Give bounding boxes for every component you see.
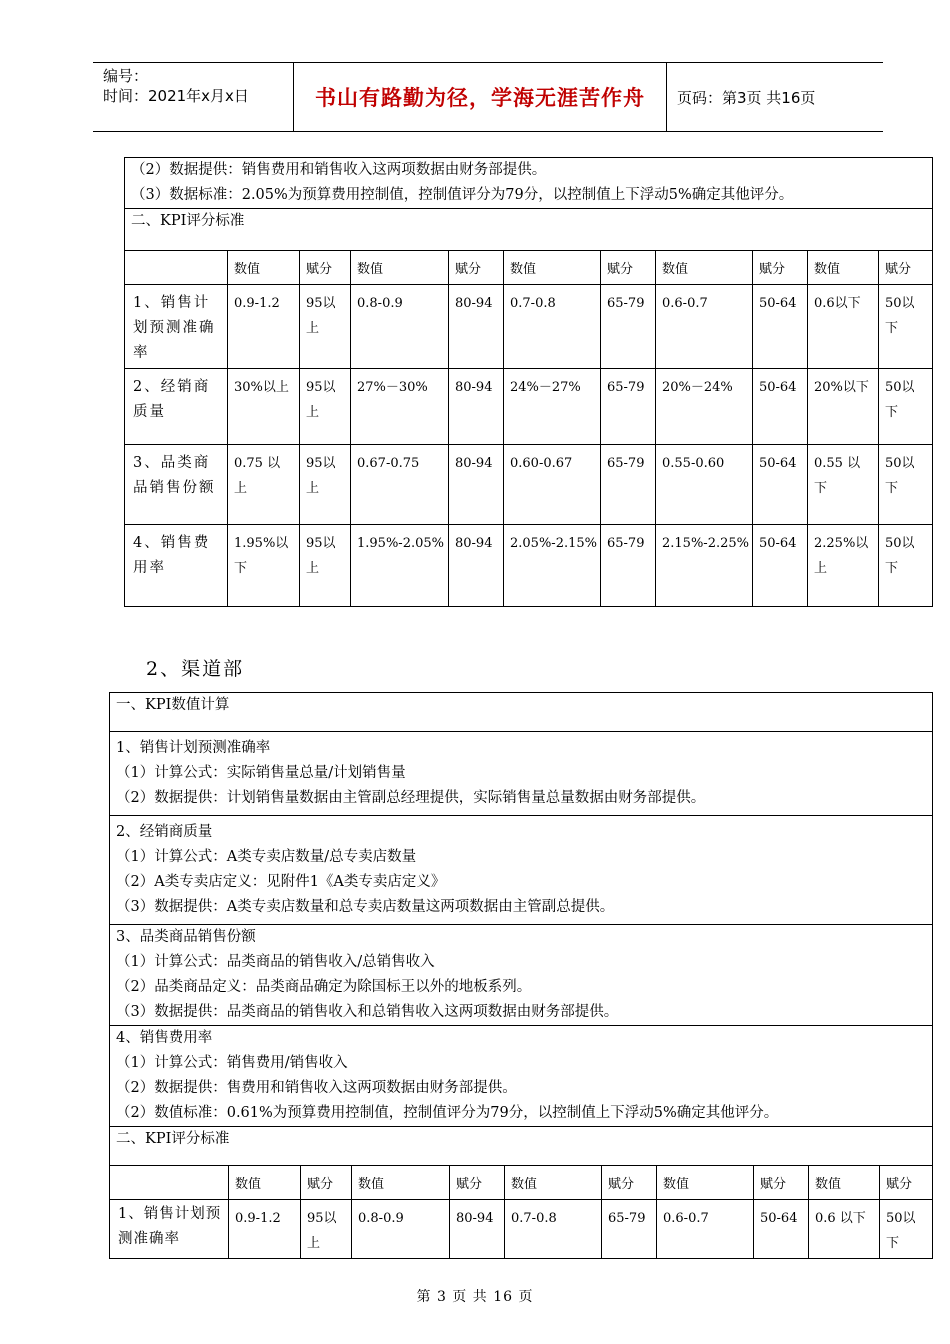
value-cell: 0.55 以下: [808, 445, 879, 525]
head-cell: 数值: [808, 251, 879, 285]
data-source-line: （2）数据提供：销售费用和销售收入这两项数据由财务部提供。: [131, 162, 547, 178]
score-cell: 65-79: [601, 445, 656, 525]
score-cell: 50以下: [879, 285, 933, 369]
kpi-block-line: （1）计算公式：A类专卖店数量/总专卖店数量: [116, 849, 417, 865]
score-cell: 50-64: [754, 1200, 809, 1259]
channel-kpi-table: [109, 692, 933, 1259]
score-standard-title: 二、KPI评分标准: [116, 1131, 230, 1147]
table-row: [125, 525, 933, 607]
value-cell: 0.6 以下: [809, 1200, 880, 1259]
kpi-block: [110, 925, 933, 1026]
kpi-label: 2、经销商质量: [125, 369, 228, 445]
head-cell: 数值: [505, 1166, 602, 1200]
value-cell: 24%－27%: [504, 369, 601, 445]
header-meta: [93, 63, 294, 131]
score-cell: 65-79: [601, 369, 656, 445]
score-cell: 50-64: [753, 285, 808, 369]
value-cell: 0.9-1.2: [228, 285, 300, 369]
value-cell: 2.15%-2.25%: [656, 525, 753, 607]
head-cell: 数值: [351, 251, 449, 285]
score-cell: 80-94: [449, 369, 504, 445]
kpi-block-line: （2）品类商品定义：品类商品确定为除国标王以外的地板系列。: [116, 979, 532, 995]
page-footer: 第 3 页 共 16 页: [416, 1289, 534, 1305]
value-cell: 0.7-0.8: [504, 285, 601, 369]
kpi-block-line: （3）数据提供：品类商品的销售收入和总销售收入这两项数据由财务部提供。: [116, 1004, 619, 1020]
value-cell: 0.8-0.9: [351, 285, 449, 369]
head-cell: 赋分: [880, 1166, 933, 1200]
score-cell: 50以下: [879, 445, 933, 525]
head-cell: 数值: [657, 1166, 754, 1200]
value-cell: 20%以下: [808, 369, 879, 445]
kpi-label: 1、销售计划预测准确率: [110, 1200, 229, 1259]
value-cell: 0.75 以上: [228, 445, 300, 525]
score-cell: 95以上: [300, 445, 351, 525]
score-cell: 80-94: [449, 285, 504, 369]
score-cell: 50以下: [879, 525, 933, 607]
kpi-block-title: 2、经销商质量: [116, 824, 213, 840]
head-cell: [110, 1166, 229, 1200]
head-cell: 赋分: [602, 1166, 657, 1200]
table-row: [125, 369, 933, 445]
kpi-block-line: （2）A类专卖店定义：见附件1《A类专卖店定义》: [116, 874, 446, 890]
head-cell: [125, 251, 228, 285]
kpi-label: 4、销售费用率: [125, 525, 228, 607]
value-cell: 20%－24%: [656, 369, 753, 445]
value-cell: 0.8-0.9: [352, 1200, 450, 1259]
kpi-block-line: （1）计算公式：销售费用/销售收入: [116, 1055, 348, 1071]
head-cell: 数值: [228, 251, 300, 285]
header-page-cell: [667, 63, 883, 131]
head-cell: 赋分: [301, 1166, 352, 1200]
kpi-block-title: 4、销售费用率: [116, 1030, 213, 1046]
number-label: 编号：: [103, 67, 149, 85]
value-cell: 2.25%以上: [808, 525, 879, 607]
head-cell: 数值: [504, 251, 601, 285]
head-cell: 赋分: [601, 251, 656, 285]
value-cell: 0.7-0.8: [505, 1200, 602, 1259]
kpi-block-line: （2）数据提供：售费用和销售收入这两项数据由财务部提供。: [116, 1080, 517, 1096]
kpi-block: [110, 732, 933, 816]
value-cell: 0.6以下: [808, 285, 879, 369]
value-cell: 1.95%-2.05%: [351, 525, 449, 607]
score-cell: 65-79: [601, 285, 656, 369]
table-head-row: [125, 251, 933, 285]
score-cell: 95以上: [300, 285, 351, 369]
value-cell: 30%以上: [228, 369, 300, 445]
head-cell: 赋分: [300, 251, 351, 285]
value-cell: 0.6-0.7: [657, 1200, 754, 1259]
value-cell: 0.55-0.60: [656, 445, 753, 525]
head-cell: 数值: [809, 1166, 880, 1200]
score-cell: 95以上: [301, 1200, 352, 1259]
value-cell: 0.9-1.2: [229, 1200, 301, 1259]
kpi-calc-title: 一、KPI数值计算: [116, 697, 230, 713]
kpi-label: 3、品类商品销售份额: [125, 445, 228, 525]
head-cell: 赋分: [879, 251, 933, 285]
kpi-calc-title-row: [110, 693, 933, 732]
top-kpi-table: [124, 157, 933, 607]
page-header: [93, 62, 883, 132]
kpi-block-line: （3）数据提供：A类专卖店数量和总专卖店数量这两项数据由主管副总提供。: [116, 899, 615, 915]
page-label: 页码：第3页 共16页: [677, 88, 816, 107]
table-row: [110, 1200, 933, 1259]
head-cell: 赋分: [754, 1166, 809, 1200]
head-cell: 赋分: [450, 1166, 505, 1200]
score-cell: 65-79: [602, 1200, 657, 1259]
score-standard-title: 二、KPI评分标准: [131, 213, 245, 229]
score-cell: 95以上: [300, 369, 351, 445]
kpi-block-title: 3、品类商品销售份额: [116, 929, 256, 945]
value-cell: 1.95%以下: [228, 525, 300, 607]
score-standard-title-row: [125, 209, 933, 251]
kpi-block-line: （2）数据提供：计划销售量数据由主管副总经理提供，实际销售量总量数据由财务部提供。: [116, 790, 706, 806]
data-standard-row: [125, 158, 933, 209]
head-cell: 数值: [352, 1166, 450, 1200]
kpi-block-line: （1）计算公式：品类商品的销售收入/总销售收入: [116, 954, 435, 970]
score-cell: 50-64: [753, 525, 808, 607]
table-head-row: [110, 1166, 933, 1200]
value-cell: 2.05%-2.15%: [504, 525, 601, 607]
kpi-block-title: 1、销售计划预测准确率: [116, 740, 271, 756]
score-standard-title-row: [110, 1127, 933, 1166]
head-cell: 赋分: [753, 251, 808, 285]
data-standard-line: （3）数据标准：2.05%为预算费用控制值，控制值评分为79分，以控制值上下浮动5%确定其他评分。: [131, 187, 794, 203]
value-cell: 0.6-0.7: [656, 285, 753, 369]
header-motto-cell: [294, 63, 667, 131]
score-cell: 80-94: [449, 445, 504, 525]
score-cell: 65-79: [601, 525, 656, 607]
motto: 书山有路勤为径，学海无涯苦作舟: [315, 86, 645, 110]
value-cell: 0.67-0.75: [351, 445, 449, 525]
kpi-block-line: （1）计算公式：实际销售量总量/计划销售量: [116, 765, 406, 781]
section-heading: 2、渠道部: [146, 658, 245, 680]
time-label: 时间：2021年x月x日: [103, 87, 249, 105]
head-cell: 赋分: [449, 251, 504, 285]
kpi-block: [110, 1026, 933, 1127]
score-cell: 50以下: [879, 369, 933, 445]
table-row: [125, 285, 933, 369]
kpi-block-line: （2）数值标准：0.61%为预算费用控制值，控制值评分为79分，以控制值上下浮动5%确定其他评分。: [116, 1105, 779, 1121]
score-cell: 80-94: [450, 1200, 505, 1259]
score-cell: 50-64: [753, 369, 808, 445]
head-cell: 数值: [229, 1166, 301, 1200]
value-cell: 27%－30%: [351, 369, 449, 445]
head-cell: 数值: [656, 251, 753, 285]
kpi-block: [110, 816, 933, 925]
table-row: [125, 445, 933, 525]
value-cell: 0.60-0.67: [504, 445, 601, 525]
score-cell: 50-64: [753, 445, 808, 525]
score-cell: 50以下: [880, 1200, 933, 1259]
score-cell: 80-94: [449, 525, 504, 607]
kpi-label: 1、销售计划预测准确率: [125, 285, 228, 369]
score-cell: 95以上: [300, 525, 351, 607]
